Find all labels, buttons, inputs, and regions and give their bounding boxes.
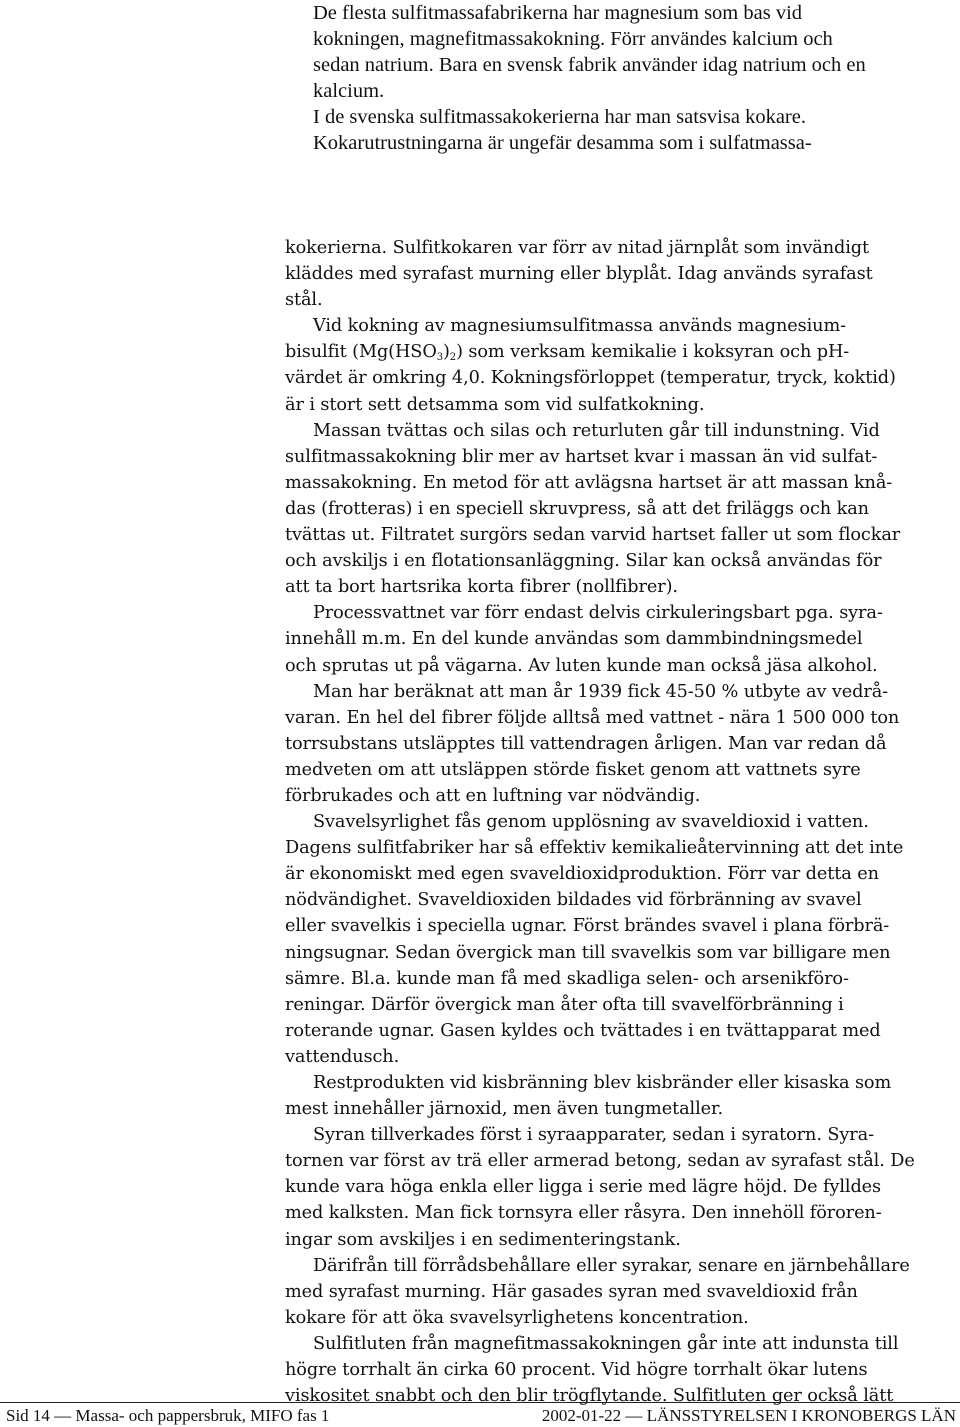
text-line: sämre. Bl.a. kunde man få med skadliga selen- och arsenikföro- bbox=[285, 968, 849, 989]
footer-date-authority: 2002-01-22 — LÄNSSTYRELSEN I KRONOBERGS LÄN bbox=[541, 1406, 956, 1425]
text-line: Massan tvättas och silas och returluten går till indunstning. Vid bbox=[313, 420, 880, 441]
text-line: med kalksten. Man fick tornsyra eller råsyra. Den innehöll föroren- bbox=[285, 1203, 882, 1224]
subscript: 3 bbox=[436, 352, 443, 364]
text-line: medveten om att utsläppen störde fisket genom att vattnets syre bbox=[285, 759, 861, 780]
text-fragment: ) bbox=[442, 342, 450, 363]
text-line: eller svavelkis i speciella ugnar. Först brändes svavel i plana förbrä- bbox=[285, 916, 890, 937]
footer-divider bbox=[0, 1402, 960, 1403]
text-line: är i stort sett detsamma som vid sulfatkokning. bbox=[285, 394, 705, 415]
formula-line bbox=[285, 339, 945, 365]
text-line: värdet är omkring 4,0. Kokningsförloppet (temperatur, tryck, koktid) bbox=[285, 368, 896, 389]
subscript: 2 bbox=[449, 352, 457, 364]
text-line: kokerierna. Sulfitkokaren var förr av nitad järnplåt som invändigt bbox=[285, 238, 869, 258]
body-text bbox=[285, 235, 945, 1409]
text-line: vattendusch. bbox=[285, 1046, 400, 1067]
text-line: Därifrån till förrådsbehållare eller syrakar, senare en järnbehållare bbox=[313, 1255, 910, 1276]
text-line: kalcium. bbox=[313, 80, 385, 102]
text-line: torrsubstans utsläpptes till vattendragen årligen. Man var redan då bbox=[285, 733, 887, 754]
text-line: reningar. Därför övergick man åter ofta till svavelförbränning i bbox=[285, 994, 844, 1015]
text-line: Syran tillverkades först i syraapparater, sedan i syratorn. Syra- bbox=[313, 1125, 874, 1146]
text-line: innehåll m.m. En del kunde användas som dammbindningsmedel bbox=[285, 629, 863, 650]
text-line: Restprodukten vid kisbränning blev kisbränder eller kisaska som bbox=[313, 1073, 892, 1093]
text-line: kokningen, magnefitmassakokning. Förr användes kalcium och bbox=[313, 28, 833, 50]
text-line: tvättas ut. Filtratet surgörs sedan varvid hartset faller ut som flockar bbox=[285, 525, 901, 546]
text-line: Dagens sulfitfabriker har så effektiv kemikalieåtervinning att det inte bbox=[285, 838, 904, 859]
text-line: das (frotteras) i en speciell skruvpress, så att det friläggs och kan bbox=[285, 498, 869, 519]
intro-text bbox=[313, 0, 945, 156]
text-line: sedan natrium. Bara en svensk fabrik använder idag natrium och en bbox=[313, 54, 866, 76]
text-line: med syrafast murning. Här gasades syran med svaveldioxid från bbox=[285, 1281, 858, 1302]
text-line: Svavelsyrlighet fås genom upplösning av svaveldioxid i vatten. bbox=[313, 812, 869, 833]
text-line: De flesta sulfitmassafabrikerna har magnesium som bas vid bbox=[313, 2, 803, 24]
text-line: och sprutas ut på vägarna. Av luten kunde man också jäsa alkohol. bbox=[285, 655, 878, 676]
text-line: ningsugnar. Sedan övergick man till svavelkis som var billigare men bbox=[285, 942, 891, 963]
text-line: tornen var först av trä eller armerad betong, sedan av syrafast stål. De bbox=[285, 1151, 915, 1172]
text-line: kläddes med syrafast murning eller blyplåt. Idag används syrafast bbox=[285, 264, 873, 285]
text-line: kokare för att öka svavelsyrlighetens koncentration. bbox=[285, 1307, 749, 1328]
text-line: sulfitmassakokning blir mer av hartset kvar i massan än vid sulfat- bbox=[285, 446, 878, 467]
text-line: högre torrhalt än cirka 60 procent. Vid högre torrhalt ökar lutens bbox=[285, 1360, 868, 1381]
text-line: roterande ugnar. Gasen kyldes och tvättades i en tvättapparat med bbox=[285, 1020, 881, 1041]
text-line: mest innehåller järnoxid, men även tungmetaller. bbox=[285, 1099, 723, 1120]
text-line: är ekonomiskt med egen svaveldioxidproduktion. Förr var detta en bbox=[285, 864, 879, 885]
text-line: viskositet snabbt och den blir trögflytande. Sulfitluten ger också lätt bbox=[285, 1386, 894, 1407]
text-line: och avskiljs i en flotationsanläggning. Silar kan också användas för bbox=[285, 551, 882, 572]
text-line: varan. En hel del fibrer följde alltså med vattnet - nära 1 500 000 ton bbox=[285, 707, 900, 728]
text-line: nödvändighet. Svaveldioxiden bildades vid förbränning av svavel bbox=[285, 890, 862, 911]
text-line: Kokarutrustningarna är ungefär desamma som i sulfatmassa- bbox=[313, 132, 812, 154]
text-fragment: ) som verksam kemikalie i koksyran och pH- bbox=[456, 342, 850, 363]
text-line: att ta bort hartsrika korta fibrer (nollfibrer). bbox=[285, 577, 678, 598]
footer-page-info: Sid 14 — Massa- och pappersbruk, MIFO fas 1 bbox=[6, 1406, 330, 1425]
text-line: kunde vara höga enkla eller ligga i serie med lägre höjd. De fylldes bbox=[285, 1177, 882, 1198]
text-line: stål. bbox=[285, 290, 323, 311]
text-line: förbrukades och att en luftning var nödvändig. bbox=[285, 785, 701, 806]
text-line: ingar som avskiljes i en sedimenteringstank. bbox=[285, 1229, 681, 1250]
text-line: Processvattnet var förr endast delvis cirkuleringsbart pga. syra- bbox=[313, 603, 883, 624]
text-line: Man har beräknat att man år 1939 fick 45-50 % utbyte av vedrå- bbox=[313, 681, 889, 702]
text-line: Sulfitluten från magnefitmassakokningen går inte att indunsta till bbox=[313, 1333, 899, 1354]
text-line: I de svenska sulfitmassakokerierna har man satsvisa kokare. bbox=[313, 106, 806, 128]
text-fragment: bisulfit (Mg(HSO bbox=[285, 342, 437, 363]
text-line: massakokning. En metod för att avlägsna hartset är att massan knå- bbox=[285, 472, 893, 493]
text-line: Vid kokning av magnesiumsulfitmassa används magnesium- bbox=[313, 316, 847, 337]
